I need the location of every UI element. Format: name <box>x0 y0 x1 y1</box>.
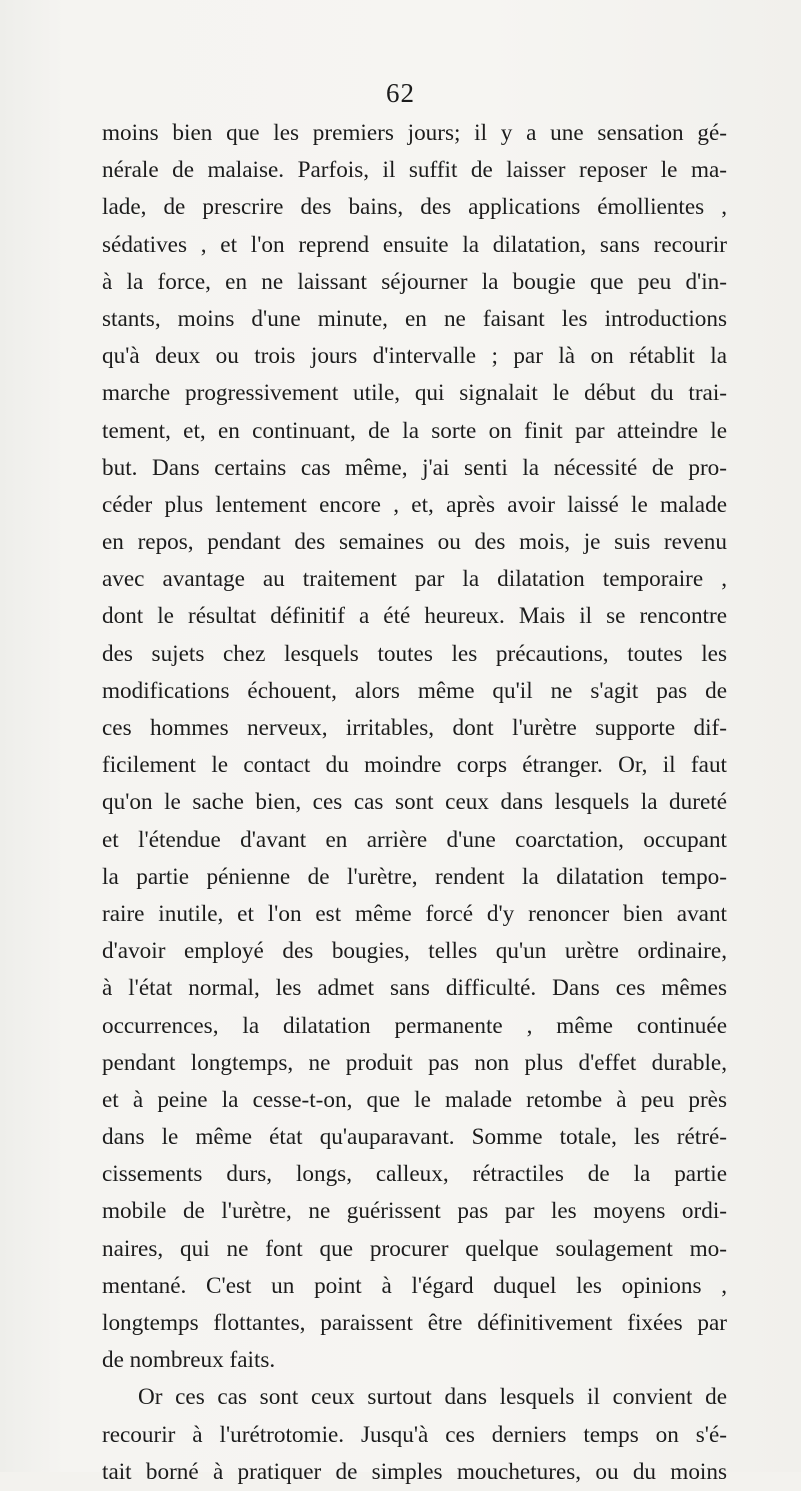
text-line: à la force, en ne laissant séjourner la bougie que peu d'in- <box>102 268 727 295</box>
text-line: naires, qui ne font que procurer quelque soulagement mo- <box>102 1235 727 1262</box>
paragraph-end-line: de nombreux faits. <box>102 1347 276 1374</box>
text-line: la partie pénienne de l'urètre, rendent la dilatation tempo- <box>102 863 727 890</box>
text-line: nérale de malaise. Parfois, il suffit de laisser reposer le ma- <box>102 157 727 184</box>
text-line: et à peine la cesse-t-on, que le malade retombe à peu près <box>102 1086 727 1113</box>
text-line: des sujets chez lesquels toutes les précautions, toutes les <box>102 640 727 667</box>
page-number: 62 <box>386 78 415 108</box>
text-line: ficilement le contact du moindre corps étranger. Or, il faut <box>102 752 727 779</box>
text-line: dont le résultat définitif a été heureux. Mais il se rencontre <box>102 603 727 630</box>
text-line: à l'état normal, les admet sans difficulté. Dans ces mêmes <box>102 975 727 1002</box>
text-line: dans le même état qu'auparavant. Somme totale, les rétré- <box>102 1124 727 1151</box>
text-line: et l'étendue d'avant en arrière d'une coarctation, occupant <box>102 826 727 853</box>
text-line: raire inutile, et l'on est même forcé d'y renoncer bien avant <box>102 900 727 927</box>
text-line: sédatives , et l'on reprend ensuite la dilatation, sans recourir <box>102 231 727 258</box>
text-line: qu'à deux ou trois jours d'intervalle ; par là on rétablit la <box>102 343 727 370</box>
text-line: occurrences, la dilatation permanente , même continuée <box>102 1012 727 1039</box>
paragraph-start-line: Or ces cas sont ceux surtout dans lesquels il convient de <box>138 1384 727 1411</box>
text-line: lade, de prescrire des bains, des applications émollientes , <box>102 194 727 221</box>
text-line: mobile de l'urètre, ne guérissent pas par les moyens ordi- <box>102 1198 727 1225</box>
text-line: céder plus lentement encore , et, après avoir laissé le malade <box>102 491 727 518</box>
text-line: d'avoir employé des bougies, telles qu'un urètre ordinaire, <box>102 938 727 965</box>
text-line: cissements durs, longs, calleux, rétractiles de la partie <box>102 1161 727 1188</box>
text-line: mentané. C'est un point à l'égard duquel les opinions , <box>102 1272 727 1299</box>
text-line: pendant longtemps, ne produit pas non plus d'effet durable, <box>102 1049 727 1076</box>
text-line: stants, moins d'une minute, en ne faisant les introductions <box>102 305 727 332</box>
body-text <box>102 115 727 1491</box>
text-line: tait borné à pratiquer de simples mouchetures, ou du moins <box>102 1458 727 1485</box>
text-line: en repos, pendant des semaines ou des mois, je suis revenu <box>102 529 727 556</box>
text-line: but. Dans certains cas même, j'ai senti la nécessité de pro- <box>102 454 727 481</box>
text-line: recourir à l'urétrotomie. Jusqu'à ces derniers temps on s'é- <box>102 1421 727 1448</box>
text-line: modifications échouent, alors même qu'il ne s'agit pas de <box>102 677 727 704</box>
text-line: qu'on le sache bien, ces cas sont ceux dans lesquels la dureté <box>102 789 727 816</box>
text-line: marche progressivement utile, qui signalait le début du trai- <box>102 380 727 407</box>
text-line: avec avantage au traitement par la dilatation temporaire , <box>102 566 727 593</box>
text-line: longtemps flottantes, paraissent être définitivement fixées par <box>102 1310 727 1336</box>
text-line: moins bien que les premiers jours; il y a une sensation gé- <box>102 120 727 146</box>
text-line: ces hommes nerveux, irritables, dont l'urètre supporte dif- <box>102 715 727 741</box>
text-line: tement, et, en continuant, de la sorte on finit par atteindre le <box>102 417 727 444</box>
